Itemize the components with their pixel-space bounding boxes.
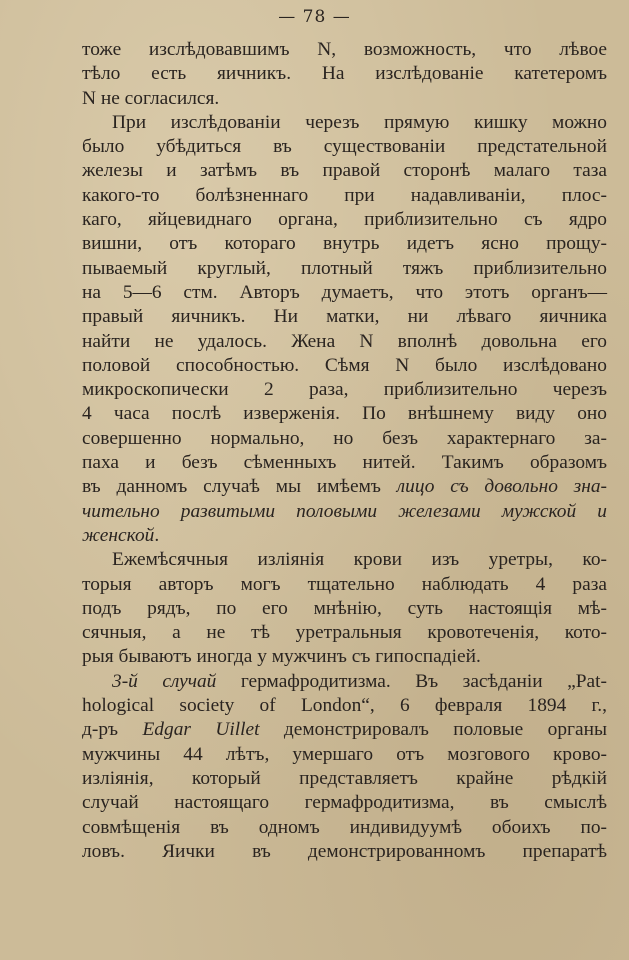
text-segment: 4 часа послѣ изверженія. По внѣшнему виду оно: [82, 403, 607, 425]
text-segment: правый яичникъ. Ни матки, ни лѣваго яичника: [82, 306, 607, 328]
text-line: [82, 330, 607, 354]
text-line: [82, 548, 607, 572]
text-segment: тоже изслѣдовавшимъ N, возможность, что лѣвое: [82, 39, 607, 60]
text-segment: мужчины 44 лѣтъ, умершаго отъ мозгового крово-: [82, 743, 607, 765]
text-segment: было убѣдиться въ существованіи предстательной: [82, 136, 607, 158]
text-line: [82, 159, 607, 183]
text-line: [82, 62, 607, 86]
text-segment: N не согласился.: [82, 87, 220, 109]
text-segment: какого-то болѣзненнаго при надавливаніи, плос-: [82, 184, 607, 206]
text-line: [82, 281, 607, 305]
text-line: [82, 621, 607, 645]
text-line: [82, 597, 607, 621]
text-line: [82, 427, 607, 451]
text-segment: каго, яйцевиднаго органа, приблизительно съ ядро: [82, 209, 607, 231]
text-line: [82, 524, 607, 548]
italic-text-segment: женской: [82, 524, 155, 546]
text-segment: паха и безъ сѣменныхъ нитей. Такимъ образомъ: [82, 452, 607, 474]
paragraph-p2: [82, 111, 607, 548]
text-line: [82, 694, 607, 718]
text-segment: гермафродитизма. Въ засѣданіи „Pat-: [216, 670, 607, 692]
text-line: [82, 573, 607, 597]
paragraph-p4: [82, 670, 607, 864]
page-body-text: [82, 38, 607, 864]
text-line: [82, 208, 607, 232]
text-line: [82, 378, 607, 402]
text-segment: рыя бываютъ иногда у мужчинъ съ гипоспадіей.: [82, 646, 481, 668]
text-line: [82, 111, 607, 135]
italic-text-segment: Edgar Uillet: [142, 719, 260, 741]
paragraph-p1: [82, 38, 607, 111]
text-line: [82, 718, 607, 742]
paragraph-p3: [82, 548, 607, 669]
text-line: [82, 816, 607, 840]
text-line: [82, 184, 607, 208]
text-line: [82, 354, 607, 378]
italic-text-segment: чительно развитыми половыми железами мужской и: [82, 500, 607, 522]
text-segment: тѣло есть яичникъ. На изслѣдованіе катетеромъ: [82, 63, 607, 85]
text-segment: подъ рядъ, по его мнѣнію, суть настоящія мѣ-: [82, 597, 607, 619]
italic-text-segment: 3-й случай: [112, 670, 217, 692]
text-line: [82, 645, 607, 669]
text-segment: сячныя, а не тѣ уретральныя кровотеченія, кото-: [82, 622, 607, 644]
text-segment: вишни, отъ котораго внутрь идетъ ясно прощу-: [82, 233, 607, 255]
text-segment: совмѣщенія въ одномъ индивидуумѣ обоихъ по-: [82, 816, 607, 838]
text-segment: Ежемѣсячныя изліянія крови изъ уретры, ко-: [112, 549, 607, 571]
text-segment: пываемый круглый, плотный тяжъ приблизительно: [82, 257, 607, 279]
text-segment: железы и затѣмъ въ правой сторонѣ малаго таза: [82, 160, 607, 182]
text-line: [82, 38, 607, 62]
text-line: [82, 305, 607, 329]
text-line: [82, 670, 607, 694]
italic-text-segment: лицо съ довольно зна-: [396, 476, 608, 498]
text-segment: hological society of London“, 6 февраля 1894 г.,: [82, 695, 607, 717]
text-segment: изліянія, который представляетъ крайне рѣдкій: [82, 767, 607, 789]
text-segment: микроскопически 2 раза, приблизительно черезъ: [82, 379, 607, 401]
text-line: [82, 743, 607, 767]
text-segment: въ данномъ случаѣ мы имѣемъ: [82, 476, 397, 498]
text-line: [82, 257, 607, 281]
text-segment: ловъ. Яички въ демонстрированномъ препаратѣ: [82, 840, 607, 862]
text-segment: .: [154, 524, 160, 546]
text-segment: найти не удалось. Жена N вполнѣ довольна его: [82, 330, 607, 352]
text-line: [82, 791, 607, 815]
text-segment: на 5—6 стм. Авторъ думаетъ, что этотъ органъ—: [82, 281, 607, 303]
text-segment: половой способностью. Сѣмя N было изслѣдовано: [82, 354, 607, 376]
text-line: [82, 840, 607, 864]
text-segment: случай настоящаго гермафродитизма, въ смыслѣ: [82, 792, 607, 814]
text-segment: совершенно нормально, но безъ характернаго за-: [82, 427, 607, 449]
text-line: [82, 87, 607, 111]
text-line: [82, 500, 607, 524]
page-number: — 78 —: [278, 7, 351, 27]
text-segment: д-ръ: [82, 719, 143, 741]
text-segment: При изслѣдованіи черезъ прямую кишку можно: [112, 111, 607, 133]
text-line: [82, 135, 607, 159]
text-line: [82, 475, 607, 499]
text-segment: демонстрировалъ половые органы: [259, 719, 608, 741]
text-line: [82, 402, 607, 426]
text-line: [82, 767, 607, 791]
text-line: [82, 232, 607, 256]
text-line: [82, 451, 607, 475]
text-segment: торыя авторъ могъ тщательно наблюдать 4 раза: [82, 573, 607, 595]
